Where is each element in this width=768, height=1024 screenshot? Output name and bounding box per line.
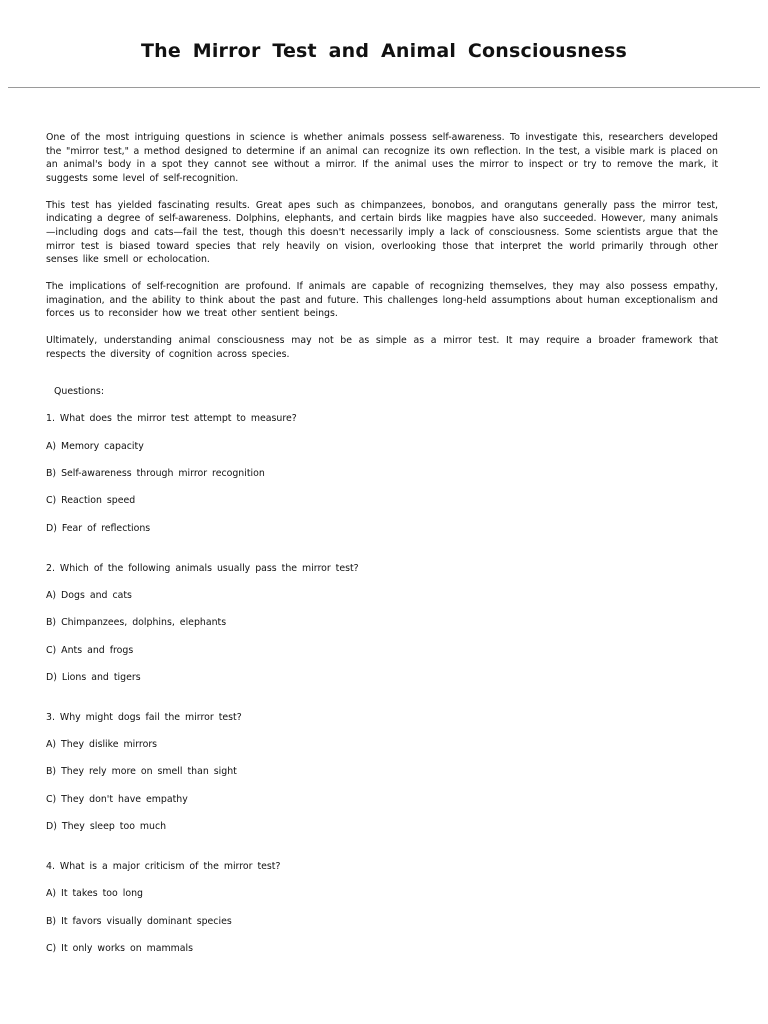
question-2: [46, 562, 718, 684]
answer-option: C) It only works on mammals: [46, 942, 193, 954]
answer-option: A) They dislike mirrors: [46, 739, 158, 751]
answer-option: D) Fear of reflections: [46, 522, 151, 534]
title-divider: [8, 87, 760, 88]
question-3: [46, 711, 718, 833]
paragraph-conclusion: Ultimately, understanding animal consciousness may not be as simple as a mirror test. It may require a broader framework that respects the diversity of cognition across species.: [46, 335, 718, 360]
questions-heading: Questions:: [54, 386, 104, 398]
answer-option: C) Ants and frogs: [46, 644, 134, 656]
answer-option: A) Memory capacity: [46, 440, 144, 452]
paragraph-implications: The implications of self-recognition are profound. If animals are capable of recognizing themselves, they may also possess empathy, imagination, and the ability to think about the past and future. This challenges long-held assumptions about human exceptionalism and forces us to reconsider how we treat other sentient beings.: [46, 281, 718, 320]
answer-option: B) Chimpanzees, dolphins, elephants: [46, 617, 227, 629]
question-1: [46, 412, 718, 534]
question-text: 4. What is a major criticism of the mirror test?: [46, 861, 281, 873]
answer-option: B) It favors visually dominant species: [46, 915, 232, 927]
question-text: 3. Why might dogs fail the mirror test?: [46, 711, 242, 723]
answer-option: D) They sleep too much: [46, 821, 167, 833]
question-text: 1. What does the mirror test attempt to measure?: [46, 413, 297, 425]
document-body: [46, 131, 718, 982]
answer-option: C) Reaction speed: [46, 495, 136, 507]
question-text: 2. Which of the following animals usually pass the mirror test?: [46, 562, 359, 574]
page-title: The Mirror Test and Animal Consciousness: [140, 40, 628, 62]
question-4: [46, 860, 718, 955]
answer-option: A) It takes too long: [46, 888, 143, 900]
answer-option: B) They rely more on smell than sight: [46, 766, 237, 778]
paragraph-results: This test has yielded fascinating results. Great apes such as chimpanzees, bonobos, and orangutans generally pass the mirror test, indicating a degree of self-awareness. Dolphins, elephants, and certain birds like magpies have also succeeded. However, many animals—including dogs and cats—fail the test, though this doesn't necessarily imply a lack of consciousness. Some scientists argue that the mirror test is biased toward species that rely heavily on vision, overlooking those that interpret the world primarily through other senses like smell or echolocation.: [46, 199, 718, 266]
answer-option: C) They don't have empathy: [46, 793, 188, 805]
answer-option: D) Lions and tigers: [46, 671, 141, 683]
paragraph-intro: One of the most intriguing questions in science is whether animals possess self-awareness. To investigate this, researchers developed the "mirror test," a method designed to determine if an animal can recognize its own reflection. In the test, a visible mark is placed on an animal's body in a spot they cannot see without a mirror. If the animal uses the mirror to inspect or try to remove the mark, it suggests some level of self-recognition.: [46, 132, 718, 184]
answer-option: A) Dogs and cats: [46, 589, 132, 601]
answer-option: B) Self-awareness through mirror recognition: [46, 468, 265, 480]
